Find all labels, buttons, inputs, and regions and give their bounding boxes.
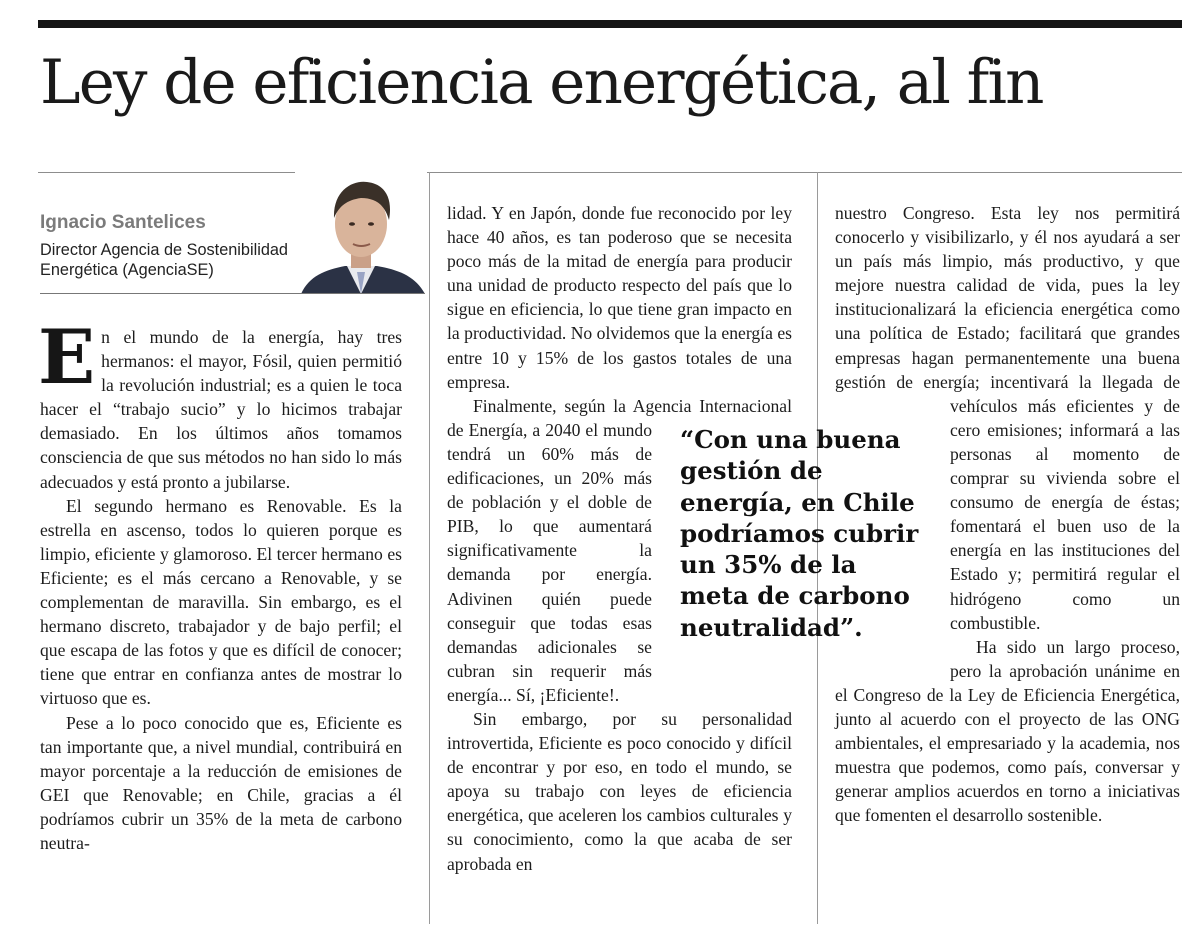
paragraph: Pese a lo poco conocido que es, Eficiente es tan importante que, a nivel mundial, contribuirá en mayor porcentaje a la reducción de emisiones de GEI que Renovable; en Chile, gracias a él podríamos cubrir un 35% de la meta de carbono neutra- [40, 712, 402, 853]
paragraph: En el mundo de la energía, hay tres hermanos: el mayor, Fósil, quien permitió la revolución industrial; es a quien le toca hacer el “trabajo sucio” y lo hicimos trabajar demasiado. En los últimos años tomamos consciencia de que sus métodos no han sido lo más adecuados y está pronto a jubilarse. [38, 313, 402, 492]
headline: Ley de eficiencia energética, al fin [40, 47, 1043, 118]
drop-cap: E [38, 313, 96, 401]
author-role: Director Agencia de Sostenibilidad Energética (AgenciaSE) [40, 241, 288, 279]
author-divider [40, 293, 425, 294]
paragraph: El segundo hermano es Renovable. Es la estrella en ascenso, todos lo quieren porque es limpio, eficiente y glamoroso. El tercer hermano es Eficiente; es el más cercano a Renovable, y se complementan de maravilla. Sin embargo, es el hermano discreto, trabajador y de bajo perfil; el que escapa de las fotos y que es difícil de conocer; tiene que entrar en confianza antes de mostrar lo virtuoso que es. [40, 495, 402, 709]
author-name: Ignacio Santelices [40, 212, 206, 233]
paragraph: nuestro Congreso. Esta ley nos permitirá conocerlo y visibilizarlo, y él nos ayudará a ser un país más limpio, más productivo, y que mejore nuestra calidad de vida, pues la ley institucionalizará la eficiencia energética como una política de Estado; facilitará que grandes empresas hagan permanentemente una buena gestión de energía; incentivará la llegada de vehículos más eficientes y de cero emisiones; informará a las personas al momento de comprar su vivienda sobre el consumo de energía de éstas; fomentará el buen uso de la energía en las instituciones del Estado y; permitirá regular el hidrógeno como un combustible. [835, 203, 1180, 633]
paragraph: lidad. Y en Japón, donde fue reconocido por ley hace 40 años, es tan poderoso que se necesita poco más de la mitad de energía para producir una unidad de producto respecto del país que lo sigue en eficiencia, lo que tiene gran impacto en la productividad. No olvidemos que la energía es entre 10 y 15% de los gastos totales de una empresa. [447, 203, 792, 392]
headline-divider [38, 172, 1182, 173]
paragraph: Sin embargo, por su personalidad introvertida, Eficiente es poco conocido y difícil de encontrar y por eso, en todo el mundo, se apoya su trabajo con leyes de eficiencia energética, que aceleren los cambios culturales y su conocimiento, como la que acaba de ser aprobada en [447, 708, 792, 874]
column-divider-1 [429, 172, 430, 924]
top-rule [38, 20, 1182, 28]
author-photo [295, 172, 427, 294]
article-column-1 [38, 313, 402, 855]
pull-quote: “Con una buena gestión de energía, en Chile podríamos cubrir un 35% de la meta de carbono neutralidad”. [680, 425, 919, 642]
paragraph: Finalmente, según la Agencia Internacional de Energía, a 2040 el mundo tendrá un 60% más de edificaciones, un 20% más de población y el doble de PIB, lo que aumentará significativamente la demanda por energía. Adivinen quién puede conseguir que todas esas demandas adicionales se cubran sin requerir más energía... Sí, ¡Eficiente!. [447, 395, 792, 705]
paragraph: Ha sido un largo proceso, pero la aprobación unánime en el Congreso de la Ley de Eficiencia Energética, junto al acuerdo con el proyecto de las ONG ambientales, el empresariado y la academia, nos muestra que podemos, como país, conversar y generar amplios acuerdos en torno a iniciativas que fomenten el desarrollo sostenible. [835, 636, 1180, 826]
